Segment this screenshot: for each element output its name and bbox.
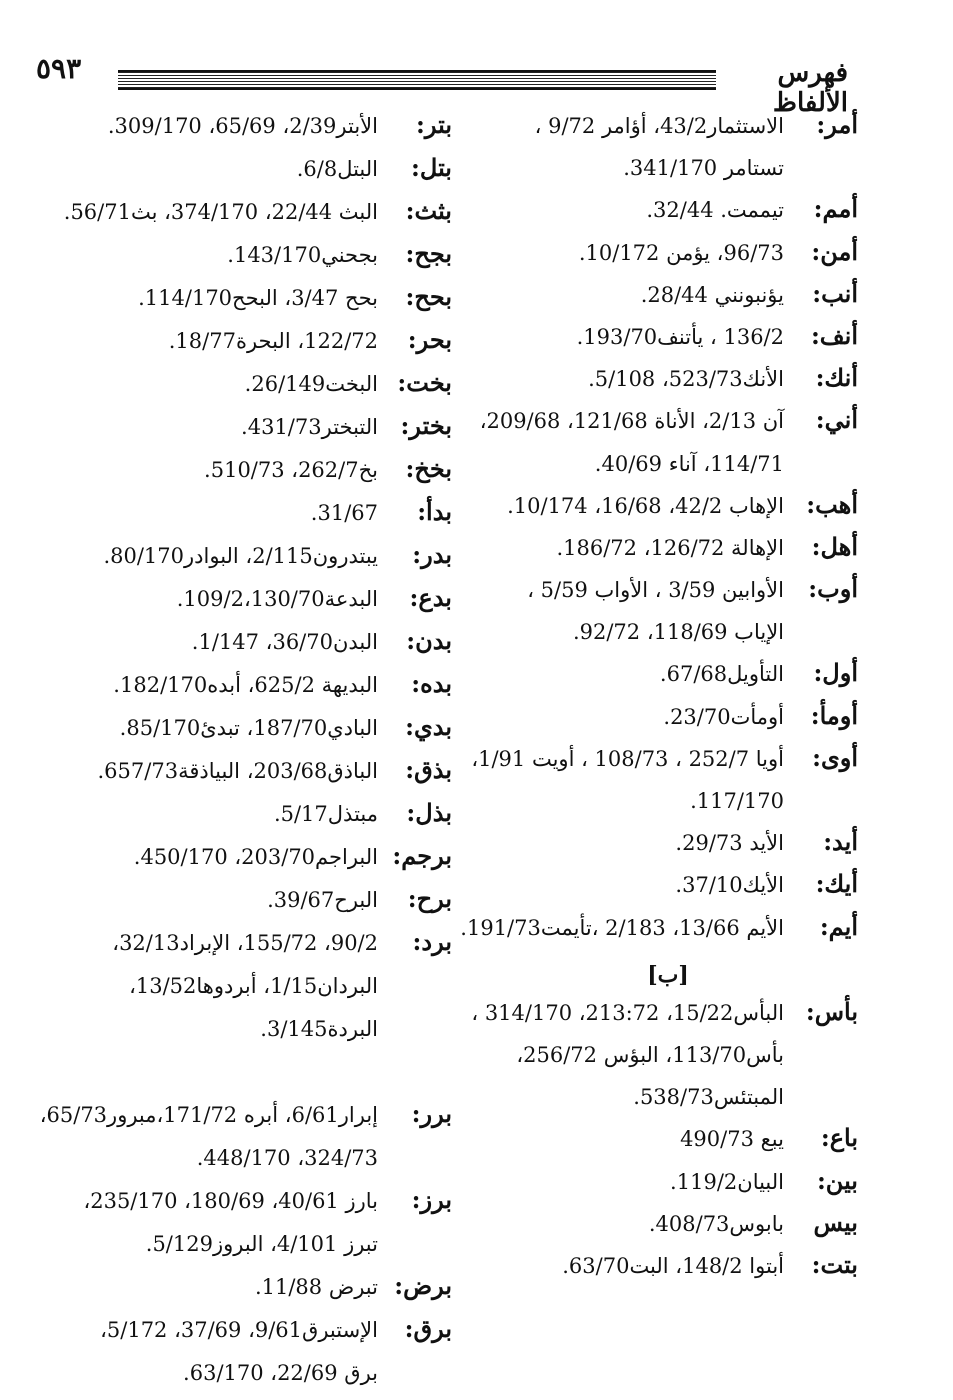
running-title: فهرس الألفاظ: [772, 58, 848, 118]
index-entry: [460, 911, 858, 954]
index-entry: [12, 798, 452, 841]
index-entry: [12, 712, 452, 755]
entry-text: المبتئس538/73.: [633, 1085, 784, 1110]
entry-root: أمن:: [811, 236, 858, 266]
entry-text: تستامر 341/170.: [623, 156, 784, 181]
index-entry: [471, 996, 858, 1039]
entry-root: بذل:: [406, 798, 452, 827]
entry-root: برجم:: [392, 841, 452, 870]
entry-root: بثث:: [405, 196, 452, 225]
index-entry: [12, 1056, 452, 1099]
entry-text: 31/67.: [310, 501, 378, 525]
index-entry: [12, 153, 452, 196]
entry-text: أومأت23/70.: [663, 704, 784, 729]
entry-text: الأنك523/73، 5/108.: [588, 367, 784, 392]
index-entry: [478, 279, 858, 321]
index-entry: [478, 363, 858, 405]
index-entry: [12, 1357, 452, 1400]
index-entry: [478, 658, 858, 700]
entry-root: برح:: [407, 884, 452, 913]
entry-text: الأيك37/10.: [675, 873, 784, 898]
index-entry: [12, 669, 452, 712]
index-entry: [12, 841, 452, 884]
index-entry: [12, 1099, 452, 1142]
index-entry: [12, 454, 452, 497]
entry-root: باع:: [820, 1123, 858, 1153]
entry-text: 136/2 ، يأتنف193/70.: [576, 324, 784, 349]
index-entry: [478, 532, 858, 574]
index-entry: [12, 626, 452, 669]
index-entry: [478, 574, 858, 616]
entry-root: بخت:: [397, 368, 452, 397]
entry-root: بدأ:: [417, 497, 452, 526]
entry-text: يبتدرون2/115، البوادر80/170.: [103, 544, 378, 568]
index-entry: [12, 368, 452, 411]
index-entry: [478, 194, 858, 236]
left-column: [12, 110, 452, 1400]
entry-root: بدن:: [406, 626, 452, 655]
index-entry: [12, 540, 452, 583]
entry-text: 114/71، آناء 40/69.: [594, 451, 784, 476]
entry-text: الأوابين 3/59 ، الأواب 5/59 ،: [527, 578, 784, 603]
entry-root: بتر:: [415, 110, 452, 139]
entry-text: برق 22/69، 63/170.: [183, 1361, 378, 1385]
index-entry: [12, 1142, 452, 1185]
entry-text: أويا 252/7 ، 108/73 ، أويت 1/91،: [471, 746, 784, 771]
index-entry: [478, 1039, 858, 1081]
entry-root: بختر:: [400, 411, 452, 440]
entry-root: أول:: [813, 658, 858, 688]
entry-text: البأس15/22، 213:72، 314/170 ،: [471, 1000, 784, 1025]
entry-text: البادي187/70، تبدئ85/170.: [119, 716, 378, 740]
index-entry: [12, 196, 452, 239]
index-entry: [12, 755, 452, 798]
entry-root: بدر:: [412, 540, 452, 569]
entry-root: أنب:: [812, 278, 858, 308]
entry-text: الباذق203/68، البياذقة657/73.: [97, 759, 378, 783]
index-entry: [12, 497, 452, 540]
index-entry: [478, 1166, 858, 1208]
entry-text: تبرز 4/101، البروز5/129.: [145, 1232, 378, 1256]
index-entry: [478, 490, 858, 532]
section-heading: [ب]: [647, 962, 689, 989]
entry-text: التأويل67/68.: [659, 662, 784, 687]
page-number: ٥٩٣: [36, 52, 82, 85]
entry-text: أبتوا 148/2، البت63/70.: [562, 1253, 784, 1278]
entry-text: آن 2/13، الأناة 121/68، 209/68،: [479, 409, 784, 434]
entry-text: بأس113/70، البؤس 256/72،: [516, 1042, 784, 1067]
entry-root: بده:: [411, 669, 452, 698]
entry-text: البتل6/8.: [296, 157, 378, 181]
entry-root: بخخ:: [405, 454, 452, 483]
index-entry: [12, 1228, 452, 1271]
index-entry: [478, 616, 858, 658]
index-entry: [478, 405, 858, 447]
entry-root: أهل:: [811, 531, 858, 561]
entry-root: أنف:: [810, 320, 858, 350]
header-rule: [118, 70, 716, 90]
entry-text: بخ262/7، 510/73.: [204, 458, 378, 482]
entry-text: بابوس408/73.: [648, 1211, 784, 1236]
index-entry: [12, 927, 452, 970]
entry-root: بتت:: [811, 1249, 858, 1279]
index-entry: [12, 1314, 452, 1357]
entry-text: تيممت. 32/44.: [646, 198, 784, 223]
index-entry: [478, 237, 858, 279]
index-entry: [12, 411, 452, 454]
index-entry: [478, 1081, 858, 1123]
entry-text: البيان119/2.: [670, 1169, 784, 1194]
entry-root: بين:: [816, 1165, 858, 1195]
index-entry: [478, 785, 858, 827]
entry-text: يؤنبونني 28/44.: [640, 282, 784, 307]
index-entry: [478, 321, 858, 363]
entry-root: أيم:: [819, 911, 858, 941]
index-entry: [478, 827, 858, 869]
index-entry: [12, 239, 452, 282]
right-column: [460, 110, 858, 1292]
entry-text: الاستثمار43/2، أؤامر 9/72 ،: [534, 114, 784, 138]
entry-text: يبع 490/73: [680, 1127, 784, 1152]
entry-text: البخت26/149.: [244, 372, 378, 396]
index-entry: [12, 282, 452, 325]
entry-root: أيك:: [815, 869, 858, 899]
entry-root: أومأ:: [810, 700, 858, 730]
index-entry: [478, 448, 858, 490]
index-entry: [12, 325, 452, 368]
entry-text: البردة3/145.: [260, 1017, 378, 1041]
entry-root: أوى:: [812, 742, 858, 772]
entry-text: 122/72، البحرة18/77.: [168, 329, 378, 353]
index-entry: [478, 1123, 858, 1165]
index-entry: [471, 742, 858, 785]
entry-root: بدي:: [405, 712, 452, 741]
entry-root: بجح:: [405, 239, 452, 268]
entry-root: بحر:: [407, 325, 452, 354]
entry-root: برر:: [411, 1099, 452, 1128]
entry-text: البدعة109/2،130/70.: [176, 587, 378, 611]
index-entry: [12, 583, 452, 626]
index-entry: [478, 1250, 858, 1292]
entry-text: الإهاب 42/2، 16/68، 10/174.: [507, 493, 784, 518]
entry-text: البديهة 625/2، أبده182/170.: [113, 673, 378, 697]
entry-text: تبرض 11/88.: [254, 1275, 378, 1299]
entry-text: بجحني143/170.: [227, 243, 378, 267]
index-entry: [478, 869, 858, 911]
entry-text: الأبتر2/39، 65/69، 309/170.: [107, 114, 378, 138]
index-entry: [12, 1013, 452, 1056]
entry-root: أنك:: [815, 363, 858, 393]
entry-text: الإهالة 126/72، 186/72.: [556, 535, 784, 560]
entry-text: البراجم203/70، 450/170.: [133, 845, 378, 869]
index-entry: [478, 1208, 858, 1250]
index-entry: [478, 152, 858, 194]
index-entry: [12, 884, 452, 927]
entry-text: 117/170.: [690, 789, 784, 813]
entry-text: الإياب 118/69، 92/72.: [572, 620, 784, 645]
index-entry: [478, 110, 858, 152]
entry-root: أني:: [815, 405, 858, 435]
index-entry: [12, 1185, 452, 1228]
entry-text: البردان1/15، أبردوها13/52،: [129, 974, 378, 998]
entry-root: برز:: [411, 1185, 452, 1214]
entry-text: الإستبرق9/61، 37/69، 5/172،: [100, 1318, 378, 1342]
entry-text: البدن36/70، 1/147.: [191, 630, 378, 654]
entry-text: مبتذل5/17.: [273, 802, 378, 826]
entry-text: 90/2، 155/72، الإبراد32/13،: [112, 931, 378, 955]
entry-text: إبرار6/61، أبره 171/72،مبرور65/73،: [39, 1103, 378, 1127]
entry-root: أمم:: [813, 194, 858, 224]
index-entry: [12, 1271, 452, 1314]
entry-text: 324/73، 448/170.: [196, 1146, 378, 1170]
entry-text: بحح 3/47، البحح114/170.: [138, 286, 378, 310]
index-entry: [12, 970, 452, 1013]
index-entry: [12, 110, 452, 153]
entry-root: بدع:: [409, 583, 452, 612]
entry-root: بيس: [813, 1207, 858, 1237]
entry-root: برض:: [394, 1271, 452, 1300]
entry-text: بارز 40/61، 180/69، 235/170،: [83, 1189, 378, 1213]
entry-root: أهب:: [806, 489, 858, 519]
entry-root: أيد:: [823, 827, 858, 857]
entry-text: الأيم 13/66، 2/183 ،تأيمت191/73.: [460, 915, 784, 940]
entry-root: بأس:: [805, 996, 858, 1026]
entry-root: بذق:: [405, 755, 452, 784]
entry-root: بتل:: [411, 153, 452, 182]
entry-root: أمر:: [816, 110, 858, 139]
index-entry: [478, 701, 858, 743]
entry-root: برق:: [404, 1314, 452, 1343]
entry-text: التبختر431/73.: [241, 415, 378, 439]
entry-text: البرح39/67.: [267, 888, 378, 912]
entry-text: البث 22/44، 374/170، بث56/71.: [63, 200, 378, 224]
entry-text: 96/73، يؤمن 10/172.: [578, 240, 784, 265]
entry-text: الأيد 29/73.: [675, 831, 784, 856]
entry-root: أوب:: [808, 574, 858, 604]
entry-root: بحح:: [405, 282, 452, 311]
entry-root: برد:: [412, 927, 452, 956]
